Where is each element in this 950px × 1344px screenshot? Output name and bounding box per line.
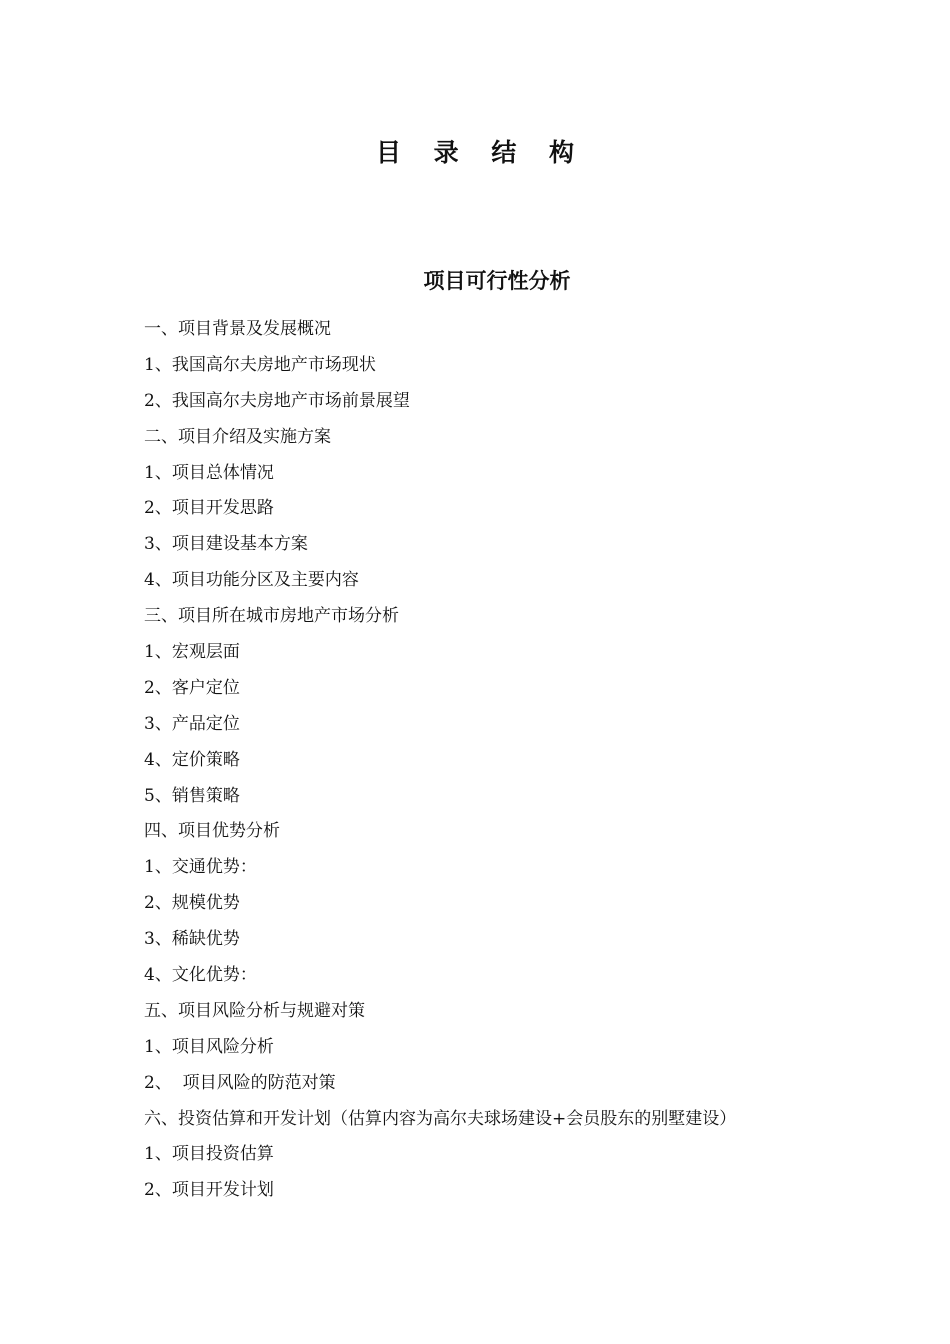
toc-item: 3、产品定位: [144, 713, 240, 734]
table-of-contents: [144, 316, 904, 1213]
toc-item: 4、项目功能分区及主要内容: [144, 570, 359, 591]
section-heading: 项目可行性分析: [423, 269, 571, 293]
toc-item: 四、项目优势分析: [144, 821, 280, 842]
toc-item: 2、项目开发思路: [144, 498, 274, 519]
toc-item: 3、稀缺优势: [144, 929, 240, 950]
toc-item: 2、规模优势: [144, 893, 240, 914]
toc-item: 1、宏观层面: [144, 642, 240, 663]
toc-item: 二、项目介绍及实施方案: [144, 426, 331, 447]
toc-item: 1、项目风险分析: [144, 1036, 274, 1057]
toc-item: 一、项目背景及发展概况: [144, 319, 331, 339]
toc-item: 1、交通优势：: [144, 857, 257, 878]
toc-item: 五、项目风险分析与规避对策: [144, 1000, 365, 1021]
toc-item: 三、项目所在城市房地产市场分析: [144, 606, 399, 627]
toc-item: 2、我国高尔夫房地产市场前景展望: [144, 390, 410, 411]
toc-item: 2、客户定位: [144, 677, 240, 698]
document-title: 目 录 结 构: [375, 138, 587, 167]
toc-item: 5、销售策略: [144, 785, 240, 806]
toc-item: 2、 项目风险的防范对策: [144, 1072, 336, 1093]
toc-item: 1、我国高尔夫房地产市场现状: [144, 354, 376, 375]
toc-item: 1、项目投资估算: [144, 1144, 274, 1165]
toc-item: 1、项目总体情况: [144, 462, 274, 483]
toc-item: 六、投资估算和开发计划（估算内容为高尔夫球场建设+会员股东的别墅建设）: [144, 1108, 737, 1129]
toc-item: 3、项目建设基本方案: [144, 534, 308, 555]
toc-item: 4、文化优势：: [144, 965, 257, 986]
toc-item: 4、定价策略: [144, 749, 240, 770]
toc-item: 2、项目开发计划: [144, 1180, 274, 1201]
